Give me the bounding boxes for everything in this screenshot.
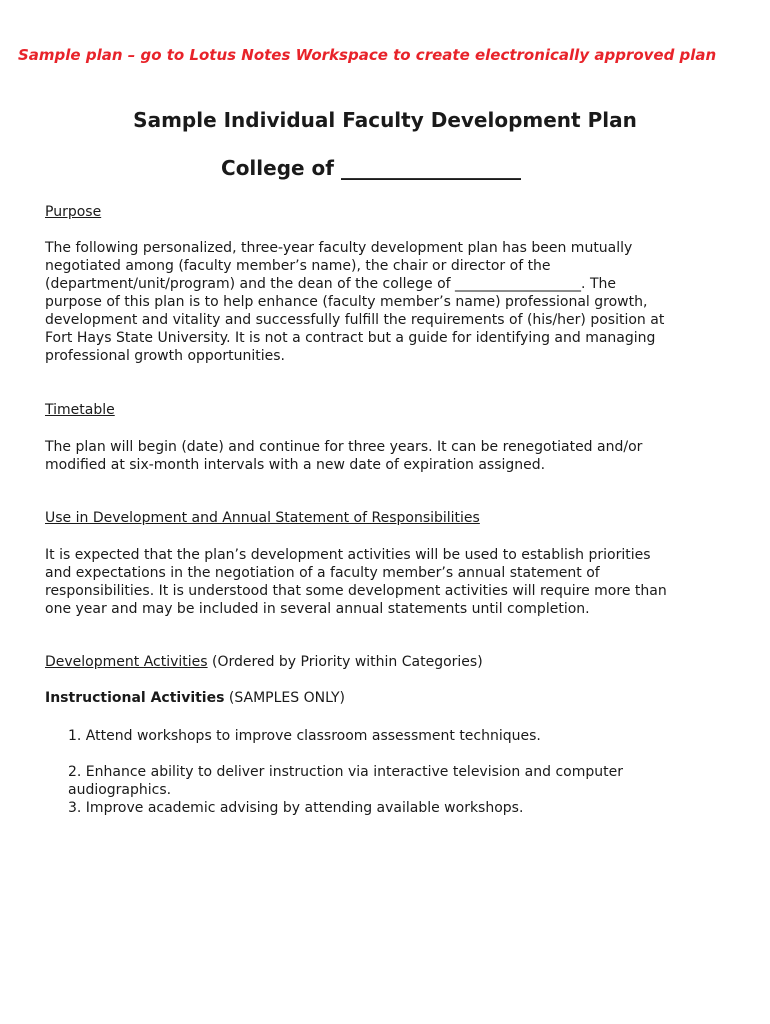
instructional-suffix: (SAMPLES ONLY) — [224, 690, 346, 706]
document-title: Sample Individual Faculty Development Plan — [133, 108, 637, 132]
use-line: and expectations in the negotiation of a faculty member’s annual statement of — [45, 565, 600, 581]
timetable-paragraph — [45, 438, 642, 474]
college-line: College of __________________ — [221, 156, 521, 180]
purpose-line: (department/unit/program) and the dean of the college of __________________. The — [45, 276, 616, 292]
purpose-line: The following personalized, three-year faculty development plan has been mutually — [45, 240, 633, 256]
timetable-line: modified at six-month intervals with a new date of expiration assigned. — [45, 457, 546, 473]
use-paragraph — [45, 546, 667, 618]
development-heading: Development Activities — [45, 654, 208, 670]
purpose-line: Fort Hays State University. It is not a contract but a guide for identifying and managing — [45, 330, 656, 346]
use-line: It is expected that the plan’s development activities will be used to establish priorities — [45, 547, 651, 563]
use-line: one year and may be included in several annual statements until completion. — [45, 601, 590, 617]
development-heading-suffix: (Ordered by Priority within Categories) — [207, 654, 483, 670]
use-line: responsibilities. It is understood that some development activities will require more than — [45, 583, 667, 599]
purpose-line: development and vitality and successfully fulfill the requirements of (his/her) position at — [45, 312, 665, 328]
development-heading-row — [45, 654, 483, 670]
purpose-line: professional growth opportunities. — [45, 348, 285, 364]
list-item-line: audiographics. — [68, 782, 172, 798]
list-item — [68, 727, 541, 745]
list-item-line: 3. Improve academic advising by attending available workshops. — [68, 800, 524, 816]
list-item-line: 2. Enhance ability to deliver instruction via interactive television and computer — [68, 764, 623, 780]
timetable-heading: Timetable — [45, 402, 115, 418]
instructional-heading-row — [45, 690, 345, 706]
sample-plan-banner: Sample plan – go to Lotus Notes Workspace to create electronically approved plan — [18, 46, 717, 64]
instructional-label: Instructional Activities — [45, 690, 225, 706]
list-item-line: 1. Attend workshops to improve classroom assessment techniques. — [68, 728, 541, 744]
purpose-heading: Purpose — [45, 204, 102, 220]
list-item — [68, 763, 623, 799]
list-item — [68, 799, 523, 817]
purpose-paragraph — [45, 239, 664, 365]
timetable-line: The plan will begin (date) and continue for three years. It can be renegotiated and/or — [45, 439, 643, 455]
use-heading: Use in Development and Annual Statement of Responsibilities — [45, 510, 480, 526]
purpose-line: purpose of this plan is to help enhance (faculty member’s name) professional growth, — [45, 294, 648, 310]
purpose-line: negotiated among (faculty member’s name), the chair or director of the — [45, 258, 551, 274]
